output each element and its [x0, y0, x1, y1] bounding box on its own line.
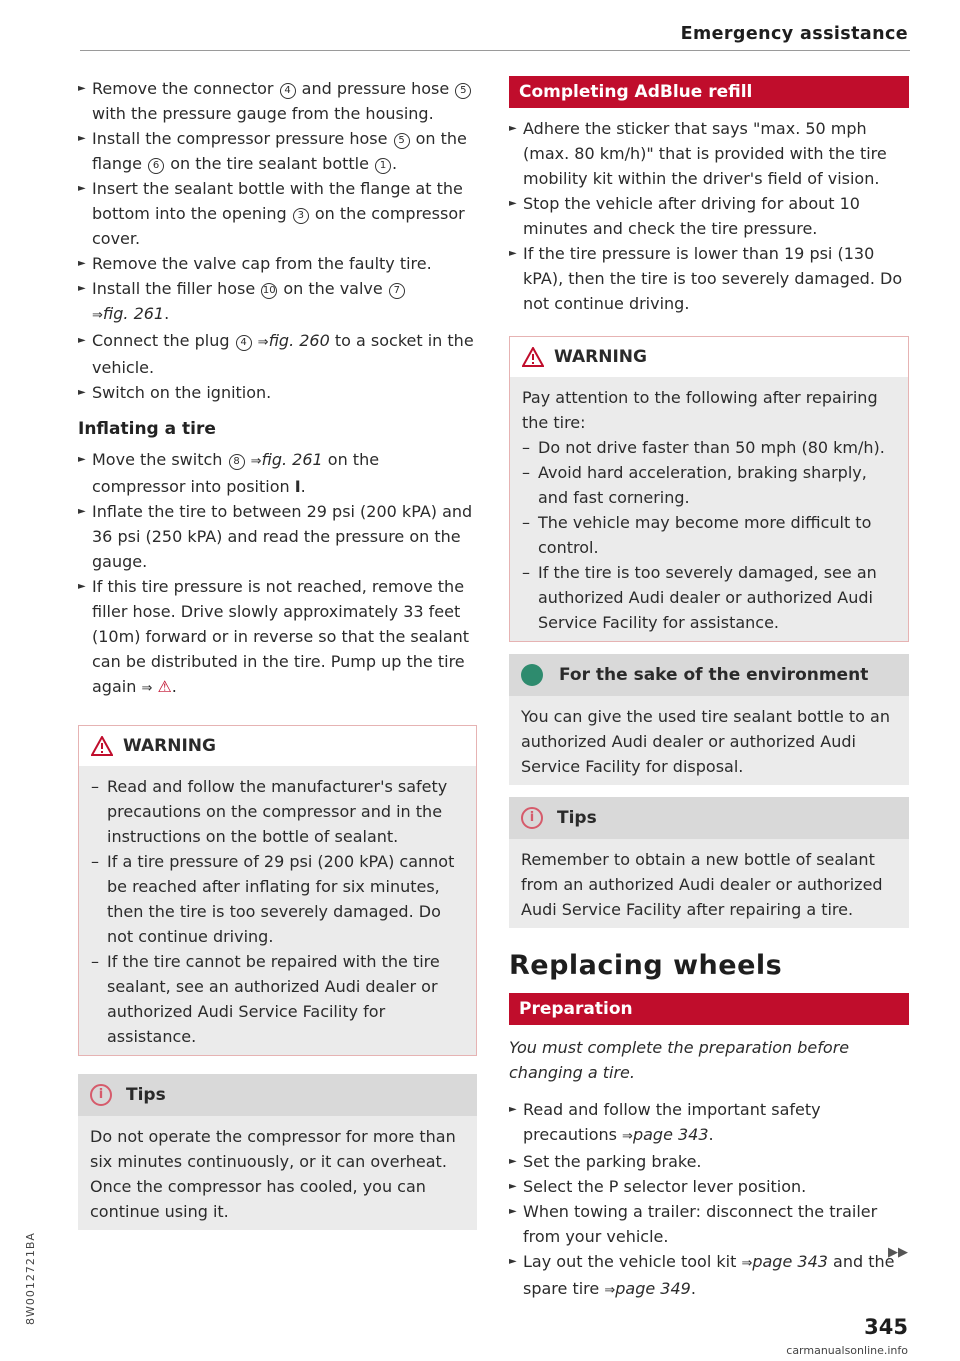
step: ► If this tire pressure is not reached, remove the filler hose. Drive slowly approximately 33 feet (10m) forward or in reverse so that the sealant can be distributed in the tire. Pump up the tire again ⇒ ⚠. [78, 577, 470, 696]
figure-link[interactable]: ⇒fig. 260 [257, 331, 330, 350]
step: ► Install the filler hose 10 on the valve 7 ⇒fig. 261. [78, 276, 477, 328]
warning-triangle-icon [91, 736, 113, 756]
right-column [509, 76, 909, 1303]
info-icon: i [521, 807, 543, 829]
section-heading-preparation: Preparation [509, 993, 909, 1025]
step: ► Read and follow the important safety precautions ⇒page 343. [509, 1100, 821, 1144]
tips-box: i Tips Do not operate the compressor for more than six minutes continuously, or it can overheat. Once the compressor has cooled, you can continue using it. [78, 1074, 477, 1230]
page-link[interactable]: ⇒page 349 [604, 1279, 691, 1298]
warning-triangle-icon [522, 347, 544, 367]
warning-box: WARNING Pay attention to the following after repairing the tire: – Do not drive faster than 50 mph (80 km/h). – Avoid hard acceleration, braking sharply, and fast cornering. – The vehicle may become more difficult to control. – If the tire is too severely damaged, see an authorized Audi dealer or authorized Audi Service Facility for assistance. [509, 336, 909, 642]
arrow-right-icon: ⇒ [741, 1256, 753, 1271]
page-link[interactable]: ⇒page 343 [741, 1252, 828, 1271]
warning-triangle-icon: ⚠ [157, 677, 172, 696]
step: ► Select the P selector lever position. [509, 1177, 807, 1196]
step: ► Adhere the sticker that says "max. 50 mph (max. 80 km/h)" that is provided with the tire mobility kit within the driver's field of vision. [509, 119, 887, 188]
preparation-intro: You must complete the preparation before changing a tire. [509, 1038, 850, 1082]
section-heading-adblue: Completing AdBlue refill [509, 76, 909, 108]
tips-title: Tips [126, 1085, 166, 1105]
step: ► Insert the sealant bottle with the flange at the bottom into the opening 3 on the compressor cover. [78, 179, 465, 248]
arrow-right-icon: ⇒ [257, 335, 269, 350]
page-number: 345 [864, 1315, 908, 1339]
figure-link[interactable]: ⇒fig. 261 [250, 450, 323, 469]
figure-link[interactable]: ⇒fig. 261 [92, 304, 165, 323]
tips-box: i Tips Remember to obtain a new bottle of sealant from an authorized Audi dealer or authorized Audi Service Facility after repairing a tire. [509, 797, 909, 928]
step: ► Stop the vehicle after driving for about 10 minutes and check the tire pressure. [509, 194, 860, 238]
continue-arrow-icon: ▶▶ [888, 1245, 908, 1260]
arrow-right-icon: ⇒ [622, 1129, 633, 1144]
step: ► Lay out the vehicle tool kit ⇒page 343 and the spare tire ⇒page 349. [509, 1252, 895, 1298]
warning-title: WARNING [554, 347, 647, 367]
page-header-title: Emergency assistance [680, 24, 908, 44]
section-heading: Inflating a tire [78, 419, 216, 439]
callout-5: 5 [455, 83, 471, 99]
arrow-right-icon: ⇒ [141, 681, 153, 696]
step: ► Switch on the ignition. [78, 383, 272, 402]
left-column [78, 76, 477, 1230]
step: ► If the tire pressure is lower than 19 psi (130 kPA), then the tire is too severely damaged. Do not continue driving. [509, 244, 903, 313]
arrow-right-icon: ⇒ [92, 308, 103, 323]
info-icon: i [90, 1084, 112, 1106]
step: ► Install the compressor pressure hose 5 on the flange 6 on the tire sealant bottle 1 . [78, 129, 467, 173]
arrow-right-icon: ⇒ [250, 454, 262, 469]
section-heading-replacing: Replacing wheels [509, 950, 783, 981]
environment-leaf-icon [521, 664, 543, 686]
step: ► Inflate the tire to between 29 psi (200 kPA) and 36 psi (250 kPA) and read the pressure on the gauge. [78, 502, 473, 571]
warning-box: WARNING – Read and follow the manufacturer's safety precautions on the compressor and in the instructions on the bottle of sealant. – If a tire pressure of 29 psi (200 kPA) cannot be reached after inflating for six minutes, then the tire is too severely damaged. Do not continue driving. – If the tire cannot be repaired with the tire sealant, see an authorized Audi dealer or authorized Audi Service Facility for assistance. [78, 725, 477, 1056]
warning-title: WARNING [123, 736, 216, 756]
header-rule [80, 50, 910, 51]
environment-box: For the sake of the environment You can give the used tire sealant bottle to an authorized Audi dealer or authorized Audi Service Facility for disposal. [509, 654, 909, 785]
site-watermark: carmanualsonline.info [786, 1344, 908, 1357]
step: ► Remove the connector 4 and pressure hose 5 with the pressure gauge from the housing. [78, 76, 477, 126]
step: ► When towing a trailer: disconnect the trailer from your vehicle. [509, 1202, 878, 1246]
step: ► Move the switch 8 ⇒fig. 261 on the compressor into position I. [78, 450, 380, 496]
arrow-right-icon: ⇒ [604, 1283, 616, 1298]
callout-4: 4 [280, 83, 296, 99]
document-code: 8W0012721BA [24, 1232, 37, 1325]
step: ► Remove the valve cap from the faulty tire. [78, 254, 432, 273]
page-link[interactable]: ⇒page 343 [622, 1125, 709, 1144]
step: ► Set the parking brake. [509, 1152, 702, 1171]
step: ► Connect the plug 4 ⇒fig. 260 to a socket in the vehicle. [78, 331, 474, 377]
